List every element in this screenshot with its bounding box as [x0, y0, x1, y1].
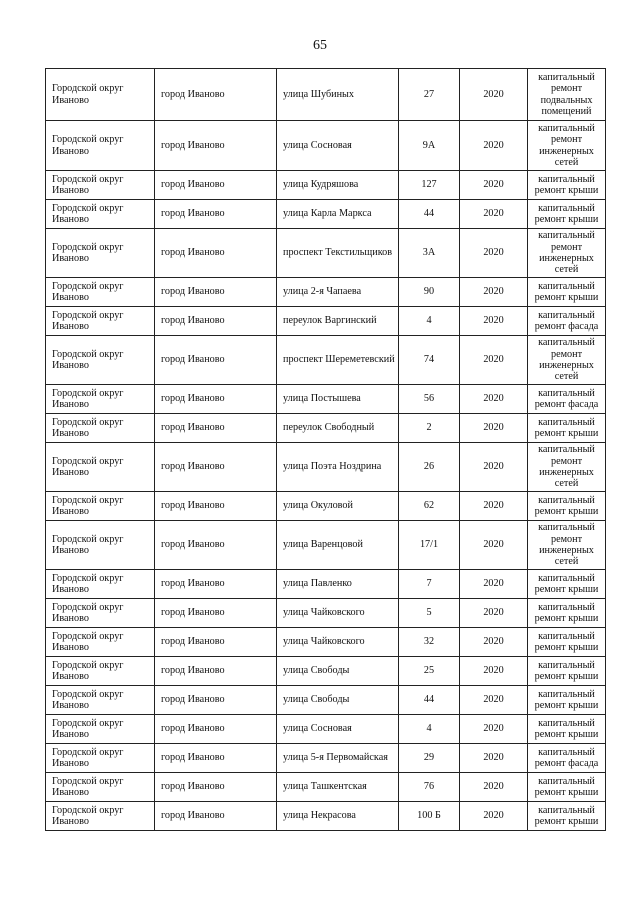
cell-city: город Иваново: [155, 171, 277, 200]
cell-okrug: Городской округ Иваново: [46, 200, 155, 229]
cell-house: 44: [399, 200, 460, 229]
table-row: [46, 773, 606, 802]
cell-street: улица Ташкентская: [277, 773, 399, 802]
cell-okrug: Городской округ Иваново: [46, 336, 155, 385]
cell-year: 2020: [460, 443, 528, 492]
cell-street: улица Окуловой: [277, 492, 399, 521]
cell-okrug: Городской округ Иваново: [46, 599, 155, 628]
cell-street: улица Карла Маркса: [277, 200, 399, 229]
cell-house: 127: [399, 171, 460, 200]
table-row: [46, 686, 606, 715]
cell-city: город Иваново: [155, 570, 277, 599]
cell-year: 2020: [460, 278, 528, 307]
cell-house: 29: [399, 744, 460, 773]
cell-work: капитальный ремонт крыши: [528, 715, 606, 744]
cell-okrug: Городской округ Иваново: [46, 521, 155, 570]
table-row: [46, 628, 606, 657]
cell-okrug: Городской округ Иваново: [46, 443, 155, 492]
cell-work: капитальный ремонт крыши: [528, 628, 606, 657]
cell-year: 2020: [460, 69, 528, 121]
cell-house: 90: [399, 278, 460, 307]
cell-year: 2020: [460, 414, 528, 443]
cell-street: улица Свободы: [277, 657, 399, 686]
cell-house: 4: [399, 715, 460, 744]
cell-work: капитальный ремонт крыши: [528, 599, 606, 628]
cell-street: улица 2-я Чапаева: [277, 278, 399, 307]
cell-house: 32: [399, 628, 460, 657]
cell-work: капитальный ремонт крыши: [528, 570, 606, 599]
cell-street: проспект Текстильщиков: [277, 229, 399, 278]
cell-house: 56: [399, 385, 460, 414]
cell-year: 2020: [460, 628, 528, 657]
cell-house: 44: [399, 686, 460, 715]
cell-street: переулок Варгинский: [277, 307, 399, 336]
cell-okrug: Городской округ Иваново: [46, 171, 155, 200]
cell-okrug: Городской округ Иваново: [46, 307, 155, 336]
table-row: [46, 307, 606, 336]
cell-okrug: Городской округ Иваново: [46, 121, 155, 171]
cell-year: 2020: [460, 570, 528, 599]
cell-street: улица Некрасова: [277, 802, 399, 831]
cell-city: город Иваново: [155, 307, 277, 336]
cell-work: капитальный ремонт инженерных сетей: [528, 121, 606, 171]
cell-house: 62: [399, 492, 460, 521]
cell-city: город Иваново: [155, 628, 277, 657]
cell-street: улица Чайковского: [277, 628, 399, 657]
cell-street: улица Сосновая: [277, 715, 399, 744]
cell-work: капитальный ремонт инженерных сетей: [528, 521, 606, 570]
cell-year: 2020: [460, 657, 528, 686]
cell-house: 4: [399, 307, 460, 336]
cell-city: город Иваново: [155, 492, 277, 521]
cell-okrug: Городской округ Иваново: [46, 802, 155, 831]
cell-okrug: Городской округ Иваново: [46, 414, 155, 443]
cell-house: 76: [399, 773, 460, 802]
cell-work: капитальный ремонт крыши: [528, 492, 606, 521]
table-row: [46, 492, 606, 521]
cell-city: город Иваново: [155, 385, 277, 414]
cell-okrug: Городской округ Иваново: [46, 278, 155, 307]
cell-city: город Иваново: [155, 278, 277, 307]
cell-house: 17/1: [399, 521, 460, 570]
cell-city: город Иваново: [155, 200, 277, 229]
cell-house: 27: [399, 69, 460, 121]
table-row: [46, 385, 606, 414]
cell-city: город Иваново: [155, 521, 277, 570]
cell-city: город Иваново: [155, 744, 277, 773]
cell-year: 2020: [460, 385, 528, 414]
cell-house: 5: [399, 599, 460, 628]
table-row: [46, 715, 606, 744]
repair-table: [45, 68, 606, 831]
cell-okrug: Городской округ Иваново: [46, 628, 155, 657]
cell-city: город Иваново: [155, 802, 277, 831]
cell-okrug: Городской округ Иваново: [46, 69, 155, 121]
table-row: [46, 336, 606, 385]
cell-city: город Иваново: [155, 715, 277, 744]
cell-year: 2020: [460, 715, 528, 744]
cell-city: город Иваново: [155, 686, 277, 715]
cell-okrug: Городской округ Иваново: [46, 744, 155, 773]
cell-street: улица Варенцовой: [277, 521, 399, 570]
cell-year: 2020: [460, 171, 528, 200]
cell-okrug: Городской округ Иваново: [46, 773, 155, 802]
cell-city: город Иваново: [155, 773, 277, 802]
cell-street: улица Шубиных: [277, 69, 399, 121]
cell-work: капитальный ремонт крыши: [528, 657, 606, 686]
cell-house: 3А: [399, 229, 460, 278]
cell-year: 2020: [460, 307, 528, 336]
cell-street: проспект Шереметевский: [277, 336, 399, 385]
table-row: [46, 443, 606, 492]
cell-okrug: Городской округ Иваново: [46, 686, 155, 715]
cell-house: 9А: [399, 121, 460, 171]
table-row: [46, 414, 606, 443]
table-row: [46, 229, 606, 278]
cell-work: капитальный ремонт крыши: [528, 686, 606, 715]
cell-city: город Иваново: [155, 229, 277, 278]
cell-year: 2020: [460, 229, 528, 278]
table-row: [46, 599, 606, 628]
cell-year: 2020: [460, 121, 528, 171]
cell-year: 2020: [460, 521, 528, 570]
cell-city: город Иваново: [155, 657, 277, 686]
cell-street: улица Кудряшова: [277, 171, 399, 200]
table-row: [46, 521, 606, 570]
cell-year: 2020: [460, 744, 528, 773]
cell-work: капитальный ремонт подвальных помещений: [528, 69, 606, 121]
cell-work: капитальный ремонт крыши: [528, 414, 606, 443]
cell-house: 100 Б: [399, 802, 460, 831]
cell-work: капитальный ремонт инженерных сетей: [528, 336, 606, 385]
cell-city: город Иваново: [155, 443, 277, 492]
cell-house: 74: [399, 336, 460, 385]
cell-city: город Иваново: [155, 121, 277, 171]
cell-okrug: Городской округ Иваново: [46, 715, 155, 744]
table-row: [46, 802, 606, 831]
cell-work: капитальный ремонт фасада: [528, 385, 606, 414]
cell-work: капитальный ремонт крыши: [528, 773, 606, 802]
cell-year: 2020: [460, 773, 528, 802]
cell-city: город Иваново: [155, 336, 277, 385]
cell-street: улица Постышева: [277, 385, 399, 414]
table-row: [46, 171, 606, 200]
table-row: [46, 570, 606, 599]
cell-work: капитальный ремонт инженерных сетей: [528, 229, 606, 278]
table-row: [46, 278, 606, 307]
table-row: [46, 744, 606, 773]
cell-street: улица Свободы: [277, 686, 399, 715]
cell-year: 2020: [460, 802, 528, 831]
cell-street: улица Сосновая: [277, 121, 399, 171]
page-number: 65: [313, 38, 327, 53]
table-row: [46, 200, 606, 229]
cell-house: 25: [399, 657, 460, 686]
cell-house: 7: [399, 570, 460, 599]
table-row: [46, 121, 606, 171]
cell-city: город Иваново: [155, 69, 277, 121]
cell-street: переулок Свободный: [277, 414, 399, 443]
cell-work: капитальный ремонт крыши: [528, 278, 606, 307]
cell-work: капитальный ремонт фасада: [528, 307, 606, 336]
cell-okrug: Городской округ Иваново: [46, 492, 155, 521]
table-row: [46, 69, 606, 121]
cell-city: город Иваново: [155, 414, 277, 443]
cell-okrug: Городской округ Иваново: [46, 657, 155, 686]
cell-house: 2: [399, 414, 460, 443]
cell-work: капитальный ремонт крыши: [528, 200, 606, 229]
cell-okrug: Городской округ Иваново: [46, 229, 155, 278]
table-row: [46, 657, 606, 686]
cell-year: 2020: [460, 686, 528, 715]
cell-year: 2020: [460, 492, 528, 521]
cell-year: 2020: [460, 599, 528, 628]
cell-street: улица Чайковского: [277, 599, 399, 628]
cell-street: улица Поэта Ноздрина: [277, 443, 399, 492]
cell-okrug: Городской округ Иваново: [46, 570, 155, 599]
cell-work: капитальный ремонт фасада: [528, 744, 606, 773]
cell-year: 2020: [460, 200, 528, 229]
cell-street: улица 5-я Первомайская: [277, 744, 399, 773]
cell-work: капитальный ремонт крыши: [528, 171, 606, 200]
cell-year: 2020: [460, 336, 528, 385]
cell-okrug: Городской округ Иваново: [46, 385, 155, 414]
cell-work: капитальный ремонт инженерных сетей: [528, 443, 606, 492]
cell-city: город Иваново: [155, 599, 277, 628]
cell-work: капитальный ремонт крыши: [528, 802, 606, 831]
cell-street: улица Павленко: [277, 570, 399, 599]
cell-house: 26: [399, 443, 460, 492]
